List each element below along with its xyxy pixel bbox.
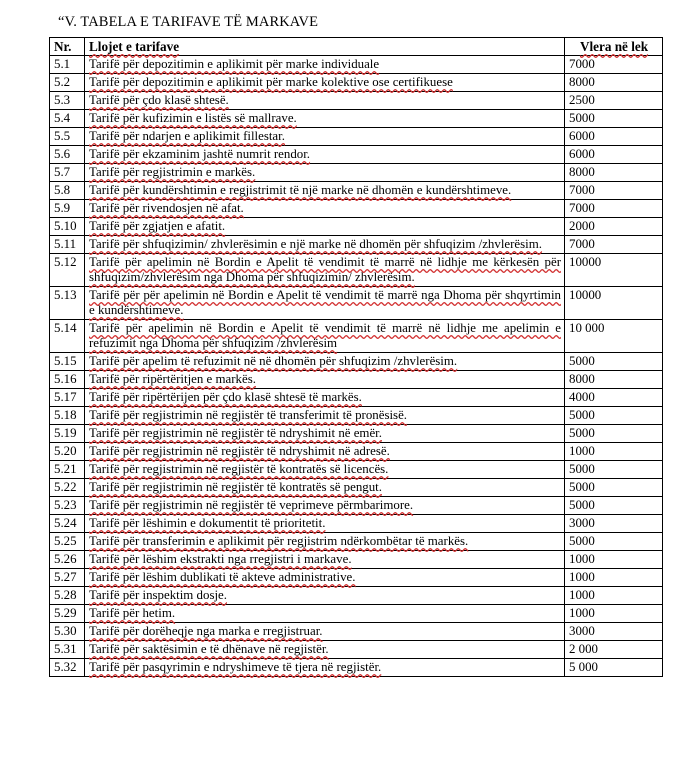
row-fee-value: 2000 [565, 218, 663, 236]
row-fee-value: 2 000 [565, 641, 663, 659]
table-row [50, 641, 663, 659]
table-row [50, 320, 663, 353]
row-number: 5.32 [50, 659, 85, 677]
row-fee-value: 1000 [565, 443, 663, 461]
row-fee-value: 7000 [565, 182, 663, 200]
column-header-vlera: Vlera në lek [565, 38, 663, 56]
table-row [50, 56, 663, 74]
row-fee-value: 1000 [565, 569, 663, 587]
row-number: 5.30 [50, 623, 85, 641]
table-row [50, 164, 663, 182]
row-fee-value: 4000 [565, 389, 663, 407]
table-row [50, 236, 663, 254]
row-number: 5.1 [50, 56, 85, 74]
row-fee-type: Tarifë për apelimin në Bordin e Apelit të vendimit të marrë në lidhje me apelimin e refuzimit nga Dhoma për shfuqizim /zhvlerësim [85, 320, 565, 353]
row-number: 5.24 [50, 515, 85, 533]
table-row [50, 659, 663, 677]
row-fee-type: Tarifë për transferimin e aplikimit për regjistrim ndërkombëtar të markës. [85, 533, 565, 551]
row-number: 5.6 [50, 146, 85, 164]
row-fee-type: Tarifë për apelim të refuzimit në në dhomën për shfuqizim /zhvlerësim. [85, 353, 565, 371]
row-fee-value: 2500 [565, 92, 663, 110]
row-fee-type: Tarifë për zgjatjen e afatit. [85, 218, 565, 236]
table-row [50, 128, 663, 146]
row-number: 5.28 [50, 587, 85, 605]
row-fee-value: 5000 [565, 425, 663, 443]
row-fee-value: 7000 [565, 236, 663, 254]
row-fee-type: Tarifë për ripërtëritjen e markës. [85, 371, 565, 389]
row-number: 5.29 [50, 605, 85, 623]
row-fee-type: Tarifë për regjistrimin e markës. [85, 164, 565, 182]
row-fee-value: 7000 [565, 56, 663, 74]
row-fee-type: Tarifë për lëshim ekstrakti nga rregjistri i markave. [85, 551, 565, 569]
table-header-row [50, 38, 663, 56]
row-number: 5.14 [50, 320, 85, 353]
row-fee-type: Tarifë për ekzaminim jashtë numrit rendor. [85, 146, 565, 164]
row-fee-value: 5000 [565, 497, 663, 515]
row-fee-value: 10 000 [565, 320, 663, 353]
table-row [50, 605, 663, 623]
row-number: 5.22 [50, 479, 85, 497]
table-row [50, 479, 663, 497]
row-number: 5.31 [50, 641, 85, 659]
row-number: 5.16 [50, 371, 85, 389]
row-fee-type: Tarifë për për apelimin në Bordin e Apelit të vendimit të marrë nga Dhoma për shqyrtimin e kundërshtimeve. [85, 287, 565, 320]
row-number: 5.8 [50, 182, 85, 200]
table-row [50, 182, 663, 200]
row-fee-type: Tarifë për rivendosjen në afat. [85, 200, 565, 218]
row-fee-type: Tarifë për regjistrimin në regjistër të ndryshimit në emër. [85, 425, 565, 443]
row-fee-value: 5 000 [565, 659, 663, 677]
row-fee-type: Tarifë për apelimin në Bordin e Apelit të vendimit të marrë në lidhje me kërkesën për shfuqizim/zhvlerësim nga Dhoma për shfuqizimin/ zhvlerësim. [85, 254, 565, 287]
row-fee-type: Tarifë për regjistrimin në regjistër të veprimeve përmbarimore. [85, 497, 565, 515]
row-number: 5.3 [50, 92, 85, 110]
row-fee-type: Tarifë për ripërtërijen për çdo klasë shtesë të markës. [85, 389, 565, 407]
table-row [50, 353, 663, 371]
column-header-nr: Nr. [50, 38, 85, 56]
tariff-table-body [50, 56, 663, 677]
row-fee-type: Tarifë për pasqyrimin e ndryshimeve të tjera në regjistër. [85, 659, 565, 677]
row-fee-value: 5000 [565, 461, 663, 479]
row-fee-value: 5000 [565, 533, 663, 551]
row-number: 5.15 [50, 353, 85, 371]
row-fee-value: 8000 [565, 164, 663, 182]
row-fee-value: 1000 [565, 605, 663, 623]
row-fee-type: Tarifë për kufizimin e listës së mallrave. [85, 110, 565, 128]
table-row [50, 569, 663, 587]
row-fee-type: Tarifë për saktësimin e të dhënave në regjistër. [85, 641, 565, 659]
row-fee-value: 6000 [565, 146, 663, 164]
table-row [50, 74, 663, 92]
table-row [50, 371, 663, 389]
table-row [50, 587, 663, 605]
row-number: 5.19 [50, 425, 85, 443]
table-row [50, 443, 663, 461]
row-number: 5.26 [50, 551, 85, 569]
row-number: 5.7 [50, 164, 85, 182]
table-row [50, 407, 663, 425]
table-row [50, 515, 663, 533]
table-row [50, 623, 663, 641]
row-fee-type: Tarifë për dorëheqje nga marka e rregjistruar. [85, 623, 565, 641]
table-row [50, 461, 663, 479]
row-number: 5.25 [50, 533, 85, 551]
row-fee-type: Tarifë për regjistrimin në regjistër të kontratës së pengut. [85, 479, 565, 497]
row-number: 5.11 [50, 236, 85, 254]
row-fee-value: 10000 [565, 254, 663, 287]
row-number: 5.13 [50, 287, 85, 320]
row-fee-value: 5000 [565, 353, 663, 371]
row-number: 5.20 [50, 443, 85, 461]
table-row [50, 287, 663, 320]
row-number: 5.5 [50, 128, 85, 146]
table-row [50, 110, 663, 128]
tariff-table [49, 37, 663, 677]
row-number: 5.23 [50, 497, 85, 515]
row-fee-type: Tarifë për kundërshtimin e regjistrimit të një marke në dhomën e kundërshtimeve. [85, 182, 565, 200]
row-fee-type: Tarifë për hetim. [85, 605, 565, 623]
table-row [50, 425, 663, 443]
row-fee-type: Tarifë për ndarjen e aplikimit fillestar. [85, 128, 565, 146]
row-number: 5.12 [50, 254, 85, 287]
row-number: 5.21 [50, 461, 85, 479]
table-row [50, 218, 663, 236]
table-row [50, 146, 663, 164]
row-fee-value: 7000 [565, 200, 663, 218]
table-row [50, 551, 663, 569]
table-row [50, 389, 663, 407]
row-fee-type: Tarifë për regjistrimin në regjistër të kontratës së licencës. [85, 461, 565, 479]
row-number: 5.4 [50, 110, 85, 128]
row-fee-type: Tarifë për depozitimin e aplikimit për marke kolektive ose certifikuese [85, 74, 565, 92]
row-fee-value: 3000 [565, 515, 663, 533]
column-header-lloji: Llojet e tarifave [85, 38, 565, 56]
row-number: 5.17 [50, 389, 85, 407]
row-fee-value: 8000 [565, 74, 663, 92]
row-number: 5.2 [50, 74, 85, 92]
row-fee-value: 8000 [565, 371, 663, 389]
row-fee-type: Tarifë për lëshim dublikati të akteve administrative. [85, 569, 565, 587]
table-row [50, 92, 663, 110]
row-fee-value: 5000 [565, 110, 663, 128]
row-number: 5.9 [50, 200, 85, 218]
row-fee-value: 1000 [565, 551, 663, 569]
table-row [50, 533, 663, 551]
table-row [50, 200, 663, 218]
row-fee-value: 5000 [565, 407, 663, 425]
row-fee-value: 3000 [565, 623, 663, 641]
row-fee-type: Tarifë për shfuqizimin/ zhvlerësimin e një marke në dhomën për shfuqizim /zhvlerësim. [85, 236, 565, 254]
row-number: 5.27 [50, 569, 85, 587]
document-heading: “V. TABELA E TARIFAVE TË MARKAVE [58, 14, 319, 30]
row-fee-value: 10000 [565, 287, 663, 320]
table-row [50, 254, 663, 287]
row-fee-type: Tarifë për regjistrimin në regjistër të ndryshimit në adresë. [85, 443, 565, 461]
row-number: 5.18 [50, 407, 85, 425]
row-fee-type: Tarifë për regjistrimin në regjistër të transferimit të pronësisë. [85, 407, 565, 425]
row-fee-value: 1000 [565, 587, 663, 605]
row-fee-type: Tarifë për lëshimin e dokumentit të prioritetit. [85, 515, 565, 533]
row-fee-type: Tarifë për çdo klasë shtesë. [85, 92, 565, 110]
row-fee-type: Tarifë për depozitimin e aplikimit për marke individuale [85, 56, 565, 74]
row-fee-value: 5000 [565, 479, 663, 497]
row-fee-value: 6000 [565, 128, 663, 146]
table-row [50, 497, 663, 515]
row-number: 5.10 [50, 218, 85, 236]
row-fee-type: Tarifë për inspektim dosje. [85, 587, 565, 605]
